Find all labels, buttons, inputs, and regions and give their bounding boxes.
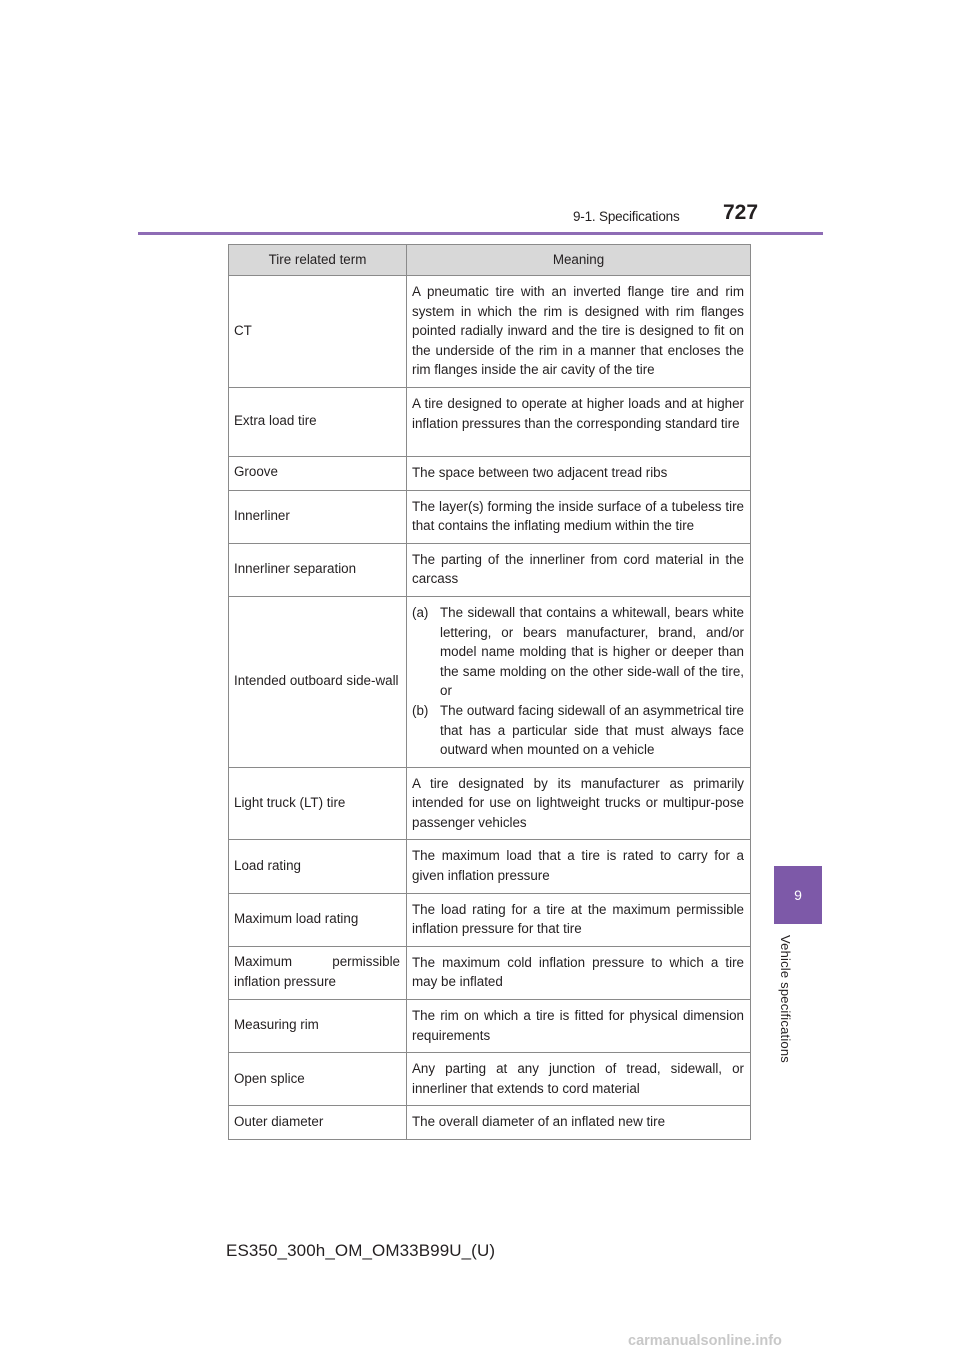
table-row xyxy=(229,490,751,543)
term-cell: CT xyxy=(229,276,407,388)
column-header-term: Tire related term xyxy=(229,245,407,276)
term-cell: Innerliner separation xyxy=(229,543,407,596)
table-row xyxy=(229,840,751,893)
meaning-cell: The overall diameter of an inflated new tire xyxy=(407,1106,751,1140)
sub-item-a xyxy=(412,603,744,701)
watermark: carmanualsonline.info xyxy=(628,1333,782,1349)
column-header-meaning: Meaning xyxy=(407,245,751,276)
table-row xyxy=(229,767,751,840)
meaning-cell: The maximum cold inflation pressure to which a tire may be inflated xyxy=(407,946,751,999)
table-row xyxy=(229,387,751,456)
sub-item-b xyxy=(412,701,744,760)
chapter-tab[interactable] xyxy=(774,866,822,924)
table-row xyxy=(229,276,751,388)
table-header-row xyxy=(229,245,751,276)
page-number: 727 xyxy=(723,201,759,224)
meaning-cell xyxy=(407,596,751,767)
meaning-cell: The rim on which a tire is fitted for physical dimension requirements xyxy=(407,1000,751,1053)
table-row xyxy=(229,893,751,946)
table-row xyxy=(229,596,751,767)
section-title: 9-1. Specifications xyxy=(573,209,680,224)
meaning-cell: Any parting at any junction of tread, sidewall, or innerliner that extends to cord material xyxy=(407,1053,751,1106)
term-cell: Load rating xyxy=(229,840,407,893)
chapter-label: Vehicle specifications xyxy=(778,935,793,1063)
meaning-cell: The layer(s) forming the inside surface of a tubeless tire that contains the inflating medium within the tire xyxy=(407,490,751,543)
term-cell: Light truck (LT) tire xyxy=(229,767,407,840)
meaning-cell: The maximum load that a tire is rated to carry for a given inflation pressure xyxy=(407,840,751,893)
term-cell: Intended outboard side-wall xyxy=(229,596,407,767)
meaning-cell: The space between two adjacent tread ribs xyxy=(407,456,751,490)
term-cell: Open splice xyxy=(229,1053,407,1106)
meaning-cell: A tire designated by its manufacturer as primarily intended for use on lightweight trucks or multipur-pose passenger vehicles xyxy=(407,767,751,840)
meaning-cell: The parting of the innerliner from cord material in the carcass xyxy=(407,543,751,596)
sub-item-text: The outward facing sidewall of an asymmetrical tire that has a particular side that must always face outward when mounted on a vehicle xyxy=(440,702,744,758)
term-cell: Outer diameter xyxy=(229,1106,407,1140)
table-row xyxy=(229,946,751,999)
chapter-number: 9 xyxy=(794,887,802,903)
table-row xyxy=(229,543,751,596)
table-row xyxy=(229,1106,751,1140)
meaning-cell: A tire designed to operate at higher loads and at higher inflation pressures than the corresponding standard tire xyxy=(407,387,751,456)
header-rule xyxy=(138,232,823,235)
term-cell: Innerliner xyxy=(229,490,407,543)
meaning-cell: The load rating for a tire at the maximum permissible inflation pressure for that tire xyxy=(407,893,751,946)
term-cell: Maximum permissible inflation pressure xyxy=(229,946,407,999)
term-cell: Maximum load rating xyxy=(229,893,407,946)
table-row xyxy=(229,456,751,490)
term-cell: Groove xyxy=(229,456,407,490)
tire-terms-table xyxy=(228,244,751,1140)
term-cell: Extra load tire xyxy=(229,387,407,456)
sub-item-marker: (b) xyxy=(412,702,429,718)
sub-item-text: The sidewall that contains a whitewall, bears white lettering, or bears manufacturer, brand, and/or model name molding that is higher or deeper than the same molding on the other side-wall of the tire, or xyxy=(440,604,744,699)
table-row xyxy=(229,1000,751,1053)
sub-item-marker: (a) xyxy=(412,604,429,620)
term-cell: Measuring rim xyxy=(229,1000,407,1053)
document-code: ES350_300h_OM_OM33B99U_(U) xyxy=(226,1241,496,1260)
meaning-cell: A pneumatic tire with an inverted flange tire and rim system in which the rim is designed with rim flanges pointed radially inward and the tire is designed to fit on the underside of the rim in a manner that encloses the rim flanges inside the air cavity of the tire xyxy=(407,276,751,388)
table-row xyxy=(229,1053,751,1106)
